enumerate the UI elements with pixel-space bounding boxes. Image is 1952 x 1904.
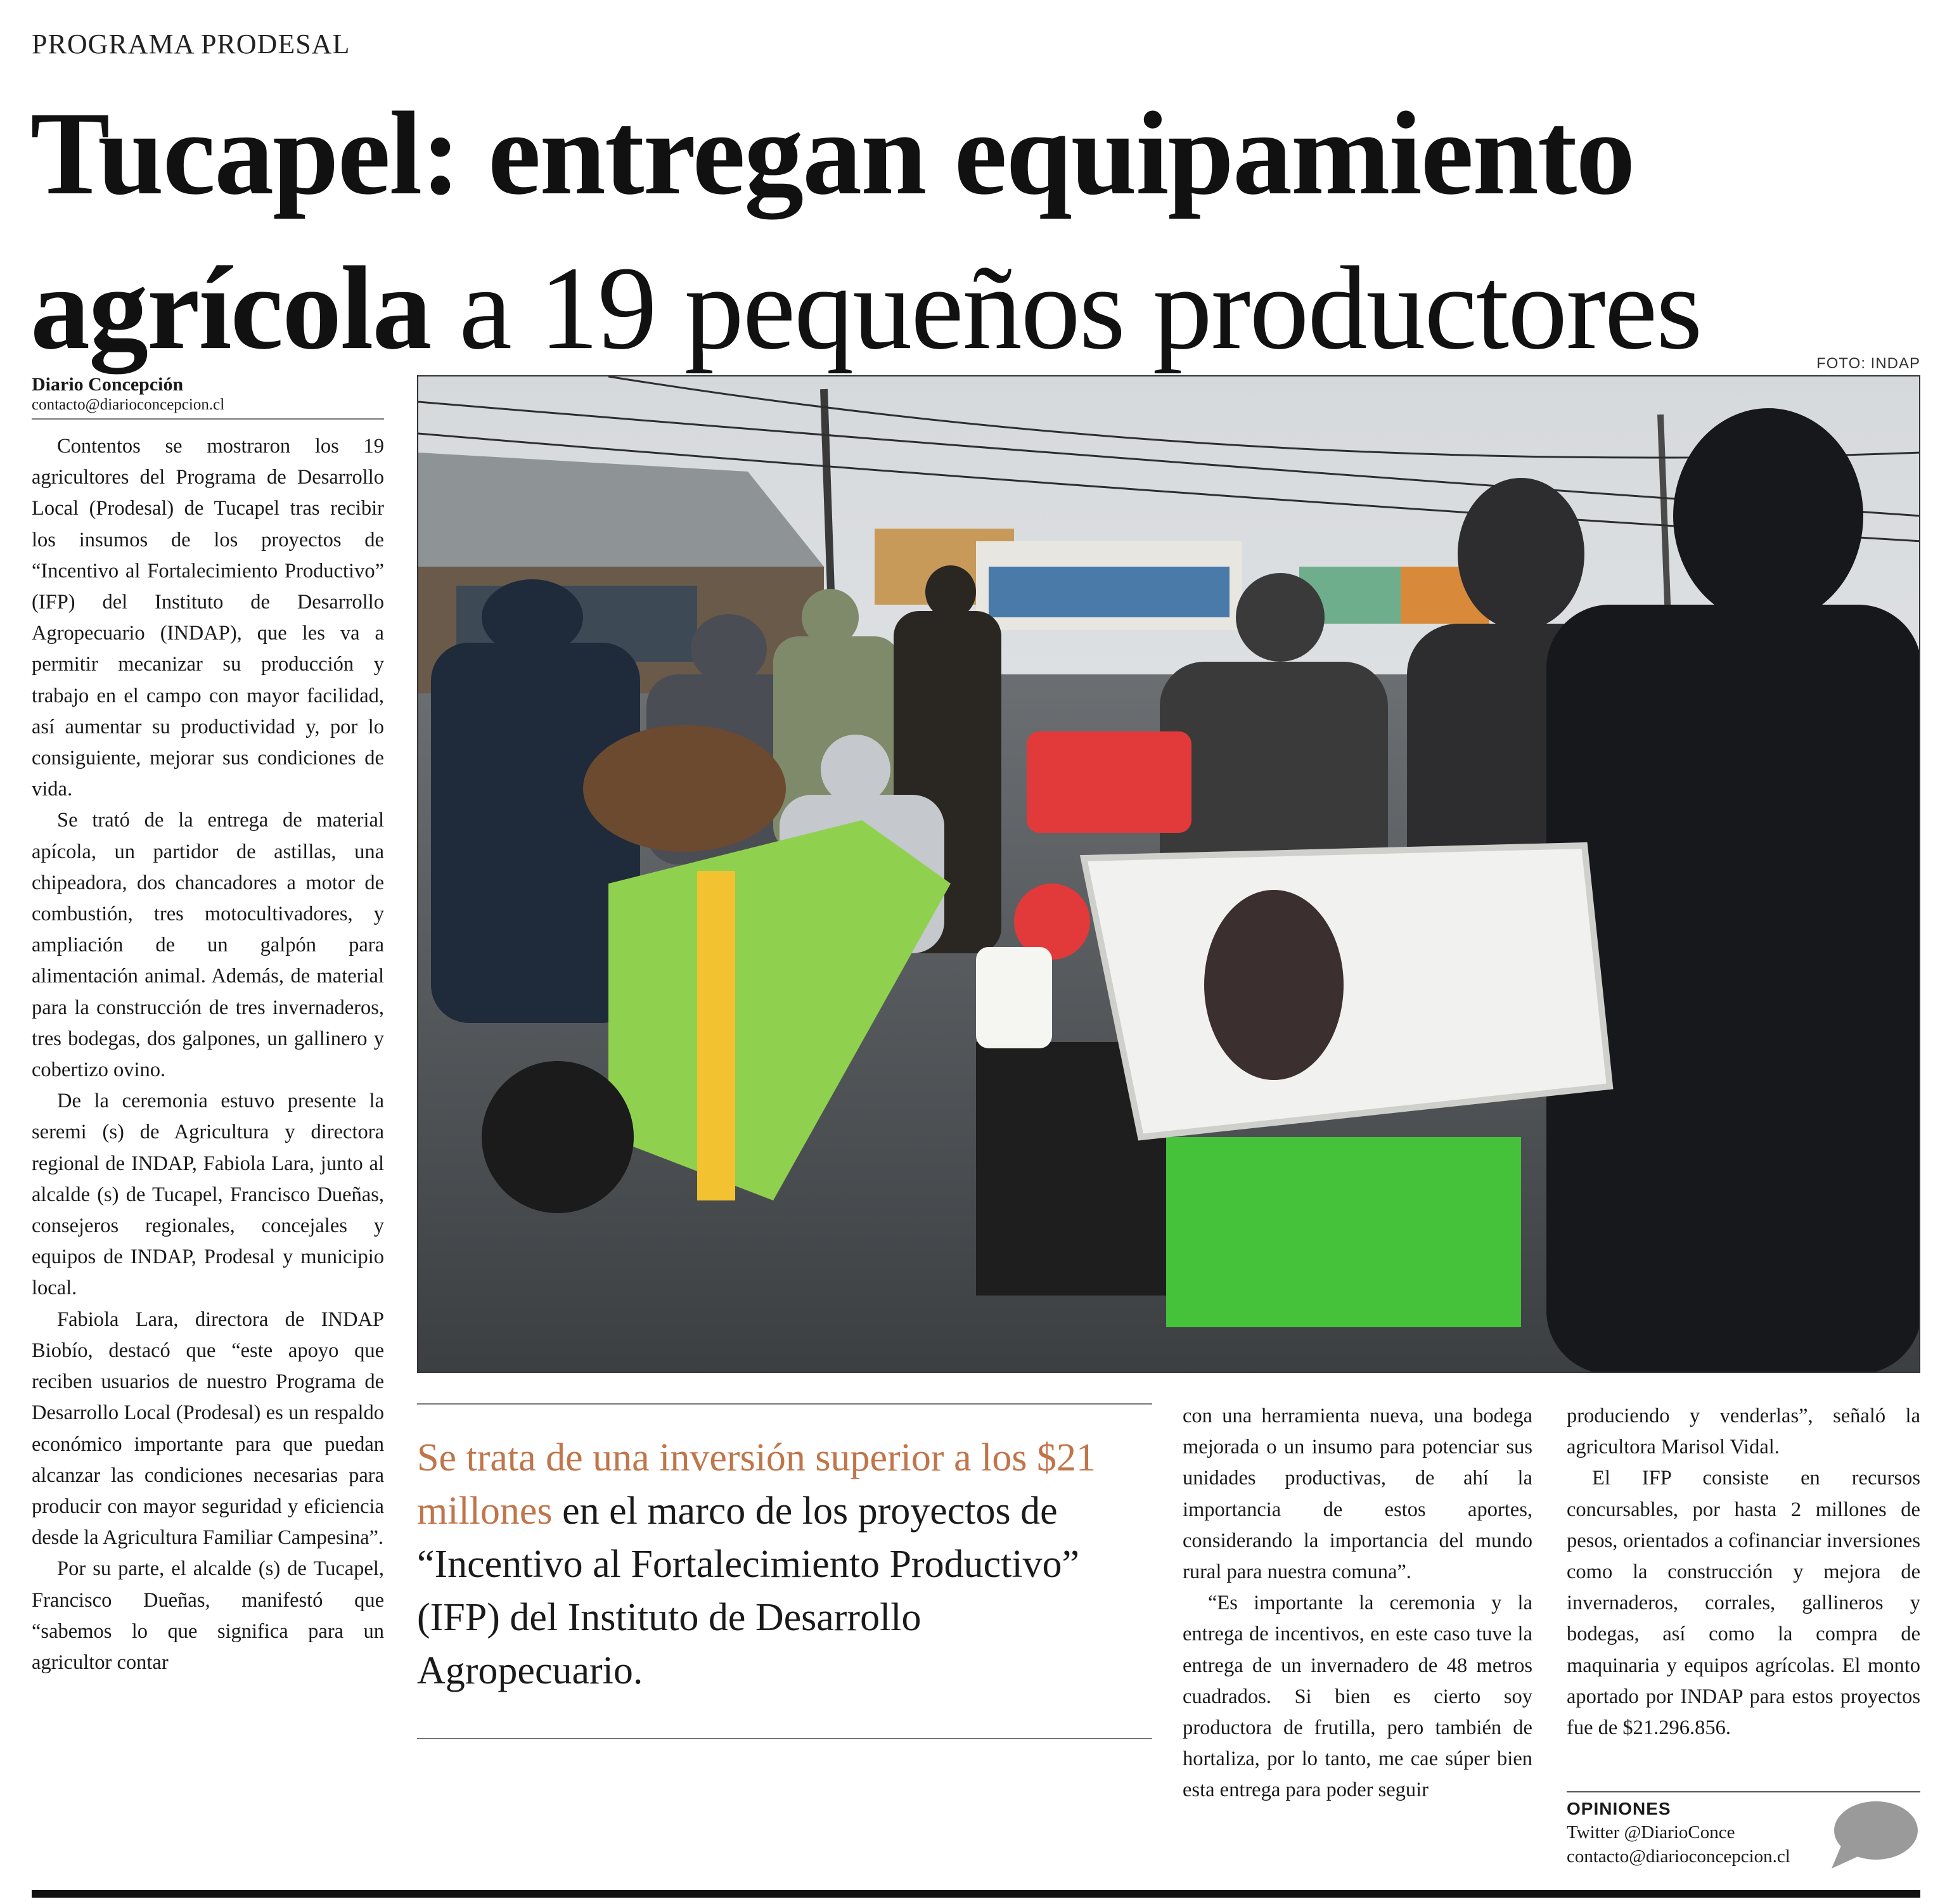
article-paragraph: Fabiola Lara, directora de INDAP Biobío, destacó que “este apoyo que reciben usuarios de nuestro Programa de Desarrollo Local (Prodesal) es un respaldo económico importante para que puedan alcanzar las condiciones necesarias para producir con mayor seguridad y eficiencia desde la Agricultura Familiar Campesina”. [32,1308,384,1550]
byline [32,374,384,420]
article-paragraph: De la ceremonia estuvo presente la seremi (s) de Agricultura y directora regional de INDAP, Fabiola Lara, junto al alcalde (s) de Tucapel, Francisco Dueñas, consejeros regionales, concejales y equipos de INDAP, Prodesal y municipio local. [32,1090,384,1300]
article-paragraph: Por su parte, el alcalde (s) de Tucapel, Francisco Dueñas, manifestó que “sabemos lo que significa para un agricultor contar [32,1557,384,1674]
photo-illustration [418,376,1920,1373]
article-paragraph: produciendo y venderlas”, señaló la agricultora Marisol Vidal. [1567,1405,1920,1459]
pull-quote-highlight: Se trata de una inversión superior a los $21 millones [417,1436,1096,1533]
byline-email: contacto@diarioconcepcion.cl [32,396,225,413]
article-column-4 [1567,1401,1920,1744]
section-label: PROGRAMA PRODESAL [32,29,350,60]
bottom-rule [32,1890,1920,1898]
article-paragraph: Se trató de la entrega de material apícola, un partidor de astillas, una chipeadora, dos chancadores a motor de combustión, tres motocultivadores, y ampliación de un galpón para alimentación animal. Además, de material para la construcción de tres invernaderos, tres bodegas, dos galpones, un gallinero y cobertizo ovino. [32,809,384,1082]
article-paragraph: “Es importante la ceremonia y la entrega de incentivos, en este caso tuve la entrega de un invernadero de 48 metros cuadrados. Si bien es cierto soy productora de frutilla, pero también de hortaliza, por lo tanto, me cae súper bien esta entrega para poder seguir [1183,1592,1532,1802]
article-photo [417,375,1920,1373]
opinions-title: OPINIONES [1567,1799,1671,1818]
opinions-email: contacto@diarioconcepcion.cl [1567,1846,1790,1867]
speech-bubble-icon [1825,1798,1920,1872]
photo-credit: FOTO: INDAP [1816,355,1920,372]
article-column-1 [32,431,384,1678]
headline-bold: Tucapel: entregan equipamiento agrícola [30,87,1634,374]
opinions-twitter: Twitter @DiarioConce [1567,1822,1735,1843]
byline-name: Diario Concepción [32,374,184,395]
opinions-box [1567,1791,1920,1869]
article-paragraph: El IFP consiste en recursos concursables, por hasta 2 millones de pesos, orientados a cofinanciar inversiones como la construcción y mejora de invernaderos, corrales, gallineros y bodegas, así como la compra de maquinaria y equipos agrícolas. El monto aportado por INDAP para estos proyectos fue de $21.296.856. [1567,1467,1920,1740]
article-paragraph: con una herramienta nueva, una bodega mejorada o un insumo para potenciar sus unidades productivas, de ahí la importancia de estos aportes, considerando la importancia del mundo rural para nuestra comuna”. [1183,1405,1532,1584]
headline-regular: a 19 pequeños productores [459,241,1702,374]
article-column-3 [1183,1401,1532,1806]
article-paragraph: Contentos se mostraron los 19 agricultores del Programa de Desarrollo Local (Prodesal) de Tucapel tras recibir los insumos de los proyectos de “Incentivo al Fortalecimiento Productivo” (IFP) del Instituto de Desarrollo Agropecuario (INDAP), que les va a permitir mecanizar su producción y trabajo en el campo con mayor facilidad, así aumentar su productividad y, por lo consiguiente, mejorar sus condiciones de vida. [32,435,384,801]
pull-quote [417,1403,1152,1739]
headline [30,76,1906,385]
pull-quote-text: en el marco de los proyectos de “Incentivo al Fortalecimiento Productivo” (IFP) del Instituto de Desarrollo Agropecuario. [417,1489,1080,1692]
